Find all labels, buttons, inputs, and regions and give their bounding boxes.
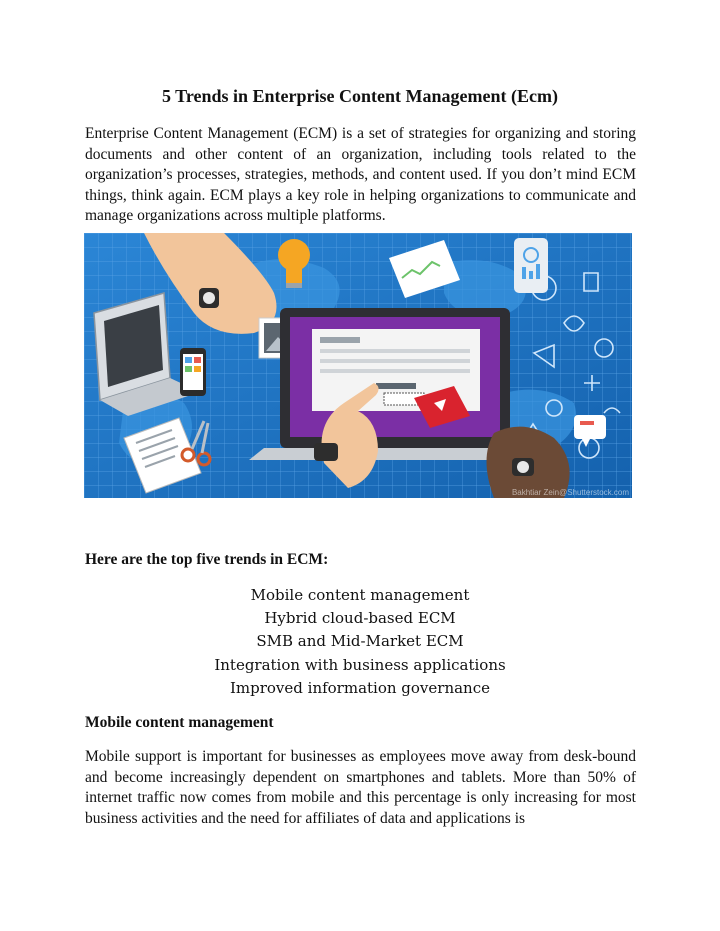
list-item: SMB and Mid-Market ECM	[256, 632, 464, 651]
list-item: Improved information governance	[229, 678, 491, 697]
stats-phone	[514, 238, 548, 293]
page-title: 5 Trends in Enterprise Content Management (Ecm)	[162, 86, 558, 106]
list-item: Hybrid cloud-based ECM	[264, 609, 456, 628]
list-item: Mobile content management	[250, 586, 470, 604]
list-item: Integration with business applications	[214, 655, 506, 674]
ecm-illustration	[84, 233, 632, 498]
mobile-content-paragraph: Mobile support is important for businesses as employees move away from desk-bound and become increasingly dependent on smartphones and tablets. More than 50% of internet traffic now comes from mobile and this percentage is only increasing for most business activities and the need for affiliates of data and applications is	[85, 748, 636, 827]
illustration-watermark: Bakhtiar Zein@Shutterstock.com	[511, 488, 629, 497]
trends-heading: Here are the top five trends in ECM:	[85, 551, 329, 568]
smartphone-icon	[180, 348, 206, 396]
intro-paragraph: Enterprise Content Management (ECM) is a set of strategies for organizing and storing documents and other content of an organization, including tools related to the organization’s processes, strategies, methods, and content used. If you don’t mind ECM things, think again. ECM plays a key role in helping organizations to communicate and manage organizations across multiple platforms.	[85, 125, 636, 224]
mobile-content-heading: Mobile content management	[85, 714, 274, 731]
trends-list	[0, 584, 720, 700]
